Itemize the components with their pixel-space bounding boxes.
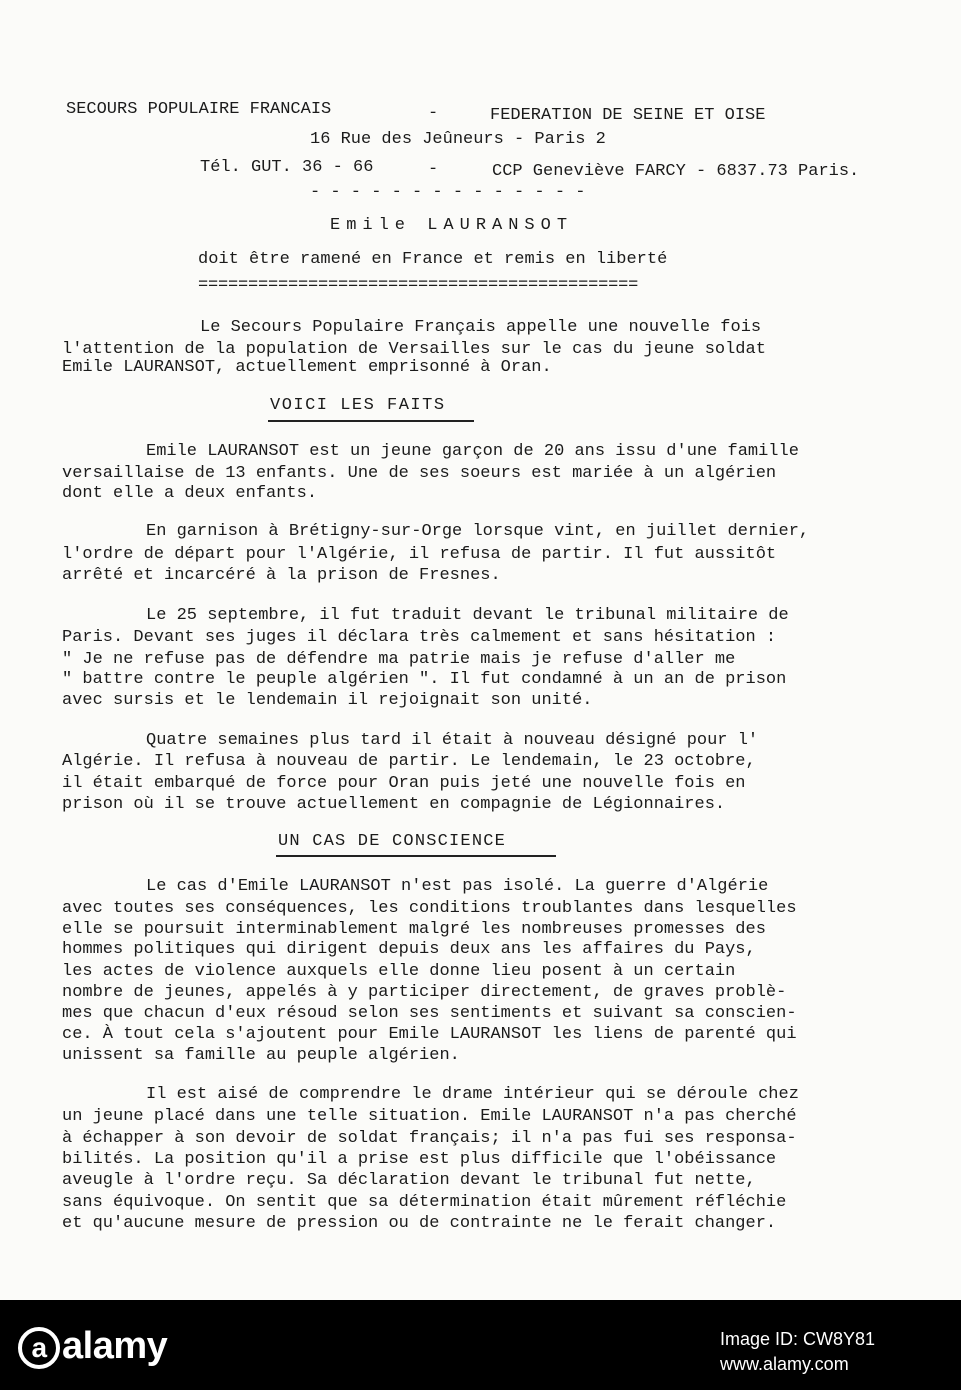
s2-p1-line-1: Le cas d'Emile LAURANSOT n'est pas isolé. La guerre d'Algérie <box>146 877 769 896</box>
s1-p3-line-5: avec sursis et le lendemain il rejoignait son unité. <box>62 691 593 710</box>
title-rule: ============================================ <box>198 276 639 295</box>
section1-heading: VOICI LES FAITS <box>270 396 446 415</box>
s2-p2-line-1: Il est aisé de comprendre le drame intérieur qui se déroule chez <box>146 1085 799 1104</box>
image-id: Image ID: CW8Y81 <box>720 1329 876 1349</box>
s2-p2-line-4: bilités. La position qu'il a prise est plus difficile que l'obéissance <box>62 1150 777 1169</box>
s2-p2-line-3: à échapper à son devoir de soldat français; il n'a pas fui ses responsa- <box>62 1129 797 1148</box>
s2-p1-line-5: les actes de violence auxquels elle donne lieu posent à un certain <box>62 962 736 981</box>
s1-p1-line-2: versaillaise de 13 enfants. Une de ses soeurs est mariée à un algérien <box>62 464 777 483</box>
s1-p1-line-3: dont elle a deux enfants. <box>62 484 318 503</box>
intro-line-1: Le Secours Populaire Français appelle une nouvelle fois <box>200 318 762 337</box>
s2-p2-line-7: et qu'aucune mesure de pression ou de contrainte ne le ferait changer. <box>62 1214 777 1233</box>
alamy-logo-text: alamy <box>62 1325 168 1367</box>
stock-url: www.alamy.com <box>720 1354 849 1374</box>
alamy-logo <box>18 1322 208 1370</box>
s1-p2-line-1: En garnison à Brétigny-sur-Orge lorsque vint, en juillet dernier, <box>146 522 810 541</box>
s2-p1-line-7: mes que chacun d'eux résoud selon ses sentiments et suivant sa conscien- <box>62 1004 797 1023</box>
s2-p2-line-2: un jeune placé dans une telle situation. Emile LAURANSOT n'a pas cherché <box>62 1107 797 1126</box>
s1-p3-line-4: " battre contre le peuple algérien ". Il fut condamné à un an de prison <box>62 670 787 689</box>
s2-p2-line-5: aveugle à l'ordre reçu. Sa déclaration devant le tribunal fut nette, <box>62 1171 756 1190</box>
title-name: Emile LAURANSOT <box>330 216 574 235</box>
header-separator: - <box>428 104 439 123</box>
s2-p1-line-8: ce. À tout cela s'ajoutent pour Emile LAURANSOT les liens de parenté qui <box>62 1025 797 1044</box>
title-subtitle: doit être ramené en France et remis en liberté <box>198 250 668 269</box>
s1-p3-line-2: Paris. Devant ses juges il déclara très calmement et sans hésitation : <box>62 628 777 647</box>
header-phone: Tél. GUT. 36 - 66 <box>200 158 374 177</box>
s2-p2-line-6: sans équivoque. On sentit que sa détermination était mûrement réfléchie <box>62 1193 787 1212</box>
section2-heading: UN CAS DE CONSCIENCE <box>278 832 507 851</box>
intro-line-2: l'attention de la population de Versailles sur le cas du jeune soldat <box>62 340 766 359</box>
s2-p1-line-9: unissent sa famille au peuple algérien. <box>62 1046 460 1065</box>
s2-p1-line-6: nombre de jeunes, appelés à y participer directement, de graves problè- <box>62 983 787 1002</box>
alamy-logo-icon: a <box>18 1327 60 1369</box>
s2-p1-line-2: avec toutes ses conséquences, les conditions troublantes dans lesquelles <box>62 899 797 918</box>
header-ccp: CCP Geneviève FARCY - 6837.73 Paris. <box>492 162 860 181</box>
section2-heading-underline <box>276 855 556 857</box>
header-address: 16 Rue des Jeûneurs - Paris 2 <box>310 130 606 149</box>
s1-p4-line-3: il était embarqué de force pour Oran puis jeté une nouvelle fois en <box>62 774 746 793</box>
header-separator-2: - <box>428 160 439 179</box>
s2-p1-line-3: elle se poursuit interminablement malgré les nombreuses promesses des <box>62 920 766 939</box>
s1-p3-line-3: " Je ne refuse pas de défendre ma patrie mais je refuse d'aller me <box>62 650 736 669</box>
s1-p1-line-1: Emile LAURANSOT est un jeune garçon de 20 ans issu d'une famille <box>146 442 799 461</box>
section1-heading-underline <box>268 420 474 422</box>
s2-p1-line-4: hommes politiques qui dirigent depuis deux ans les affaires du Pays, <box>62 940 756 959</box>
s1-p2-line-3: arrêté et incarcéré à la prison de Fresnes. <box>62 566 501 585</box>
s1-p2-line-2: l'ordre de départ pour l'Algérie, il refusa de partir. Il fut aussitôt <box>62 545 777 564</box>
header-organization: SECOURS POPULAIRE FRANCAIS <box>66 100 332 119</box>
s1-p3-line-1: Le 25 septembre, il fut traduit devant le tribunal militaire de <box>146 606 789 625</box>
s1-p4-line-1: Quatre semaines plus tard il était à nouveau désigné pour l' <box>146 731 759 750</box>
intro-line-3: Emile LAURANSOT, actuellement emprisonné à Oran. <box>62 358 552 377</box>
header-dash-rule: - - - - - - - - - - - - - - <box>310 183 586 202</box>
s1-p4-line-4: prison où il se trouve actuellement en compagnie de Légionnaires. <box>62 795 726 814</box>
s1-p4-line-2: Algérie. Il refusa à nouveau de partir. Le lendemain, le 23 octobre, <box>62 752 756 771</box>
header-federation: FEDERATION DE SEINE ET OISE <box>490 106 766 125</box>
